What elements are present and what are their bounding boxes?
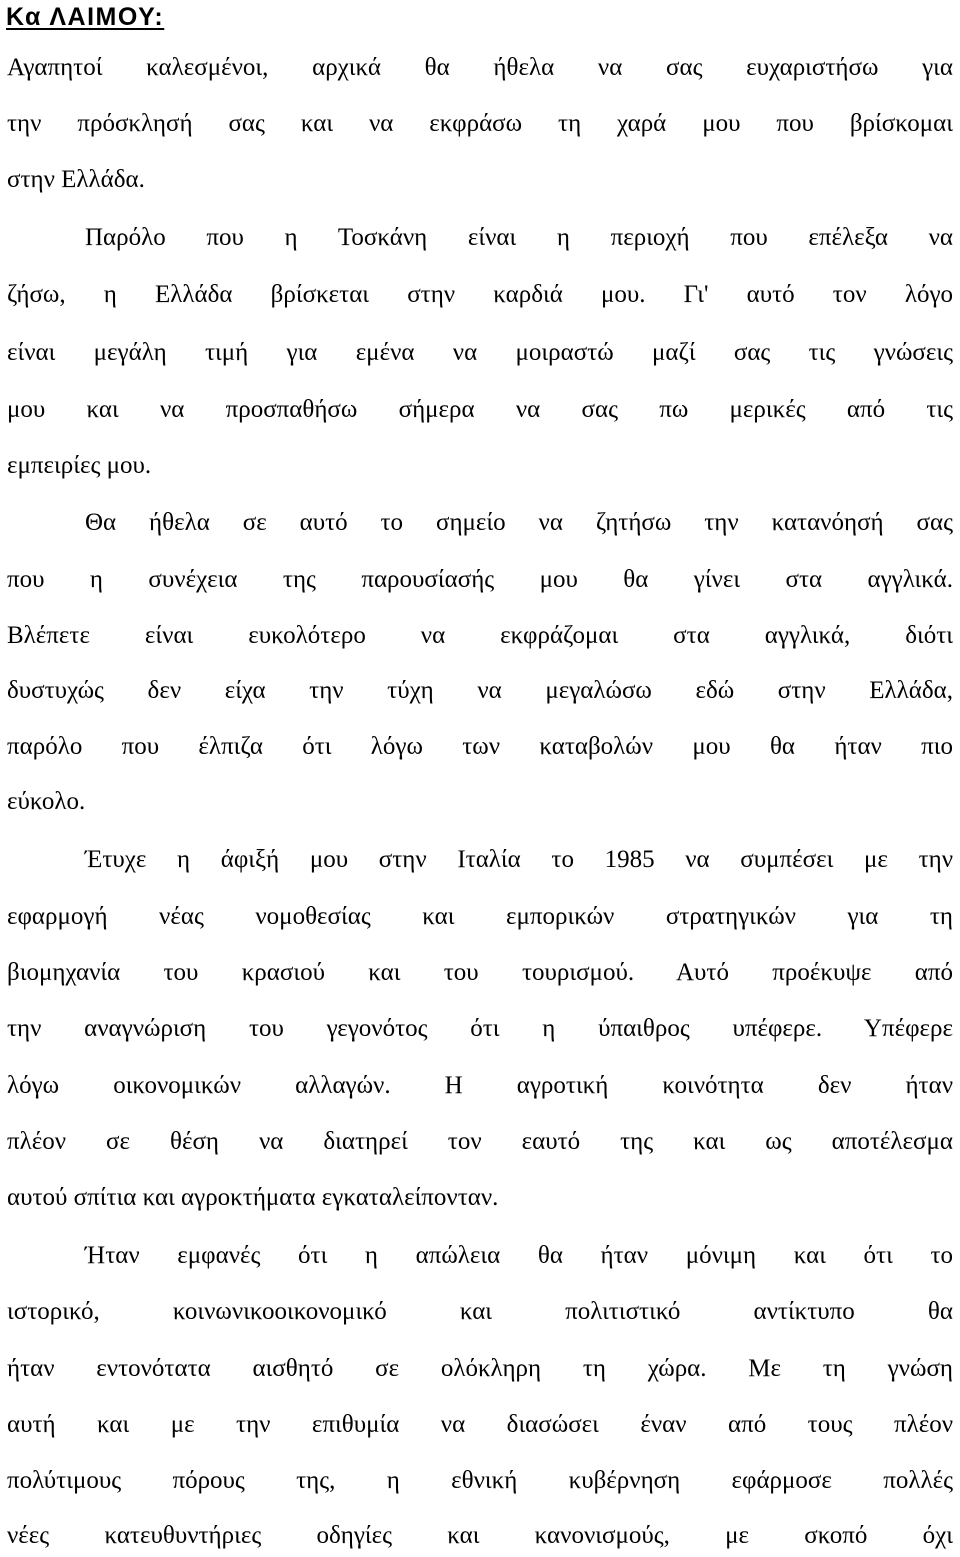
paragraph-1-line-3: στην Ελλάδα. — [7, 166, 145, 193]
paragraph-5-line-3: ήταν εντονότατα αισθητό σε ολόκληρη τη χώρα. Με τη γνώση — [7, 1355, 953, 1382]
paragraph-4-line-6: πλέον σε θέση να διατηρεί τον εαυτό της και ως αποτέλεσμα — [7, 1128, 953, 1155]
paragraph-5-line-2: ιστορικό, κοινωνικοοικονομικό και πολιτιστικό αντίκτυπο θα — [7, 1298, 953, 1325]
paragraph-1-line-2: την πρόσκλησή σας και να εκφράσω τη χαρά μου που βρίσκομαι — [7, 110, 953, 137]
paragraph-4-line-5: λόγω οικονομικών αλλαγών. Η αγροτική κοινότητα δεν ήταν — [7, 1072, 953, 1099]
paragraph-4-line-3: βιομηχανία του κρασιού και του τουρισμού. Αυτό προέκυψε από — [7, 959, 953, 986]
paragraph-3-line-2: που η συνέχεια της παρουσίασής μου θα γίνει στα αγγλικά. — [7, 566, 953, 593]
paragraph-3-line-4: δυστυχώς δεν είχα την τύχη να μεγαλώσω εδώ στην Ελλάδα, — [7, 677, 953, 704]
paragraph-5-line-5: πολύτιμους πόρους της, η εθνική κυβέρνηση εφάρμοσε πολλές — [7, 1467, 953, 1494]
paragraph-4-line-2: εφαρμογή νέας νομοθεσίας και εμπορικών στρατηγικών για τη — [7, 903, 953, 930]
paragraph-5-line-6: νέες κατευθυντήριες οδηγίες και κανονισμούς, με σκοπό όχι — [7, 1522, 953, 1549]
paragraph-3-line-3: Βλέπετε είναι ευκολότερο να εκφράζομαι στα αγγλικά, διότι — [7, 622, 953, 649]
paragraph-1-line-1: Αγαπητοί καλεσμένοι, αρχικά θα ήθελα να σας ευχαριστήσω για — [7, 54, 953, 81]
paragraph-3-line-1: Θα ήθελα σε αυτό το σημείο να ζητήσω την κατανόησή σας — [85, 509, 953, 536]
paragraph-2-line-4: μου και να προσπαθήσω σήμερα να σας πω μερικές από τις — [7, 396, 953, 423]
paragraph-3-line-5: παρόλο που έλπιζα ότι λόγω των καταβολών μου θα ήταν πιο — [7, 733, 953, 760]
paragraph-2-line-3: είναι μεγάλη τιμή για εμένα να μοιραστώ μαζί σας τις γνώσεις — [7, 339, 953, 366]
paragraph-4-line-1: Έτυχε η άφιξή μου στην Ιταλία το 1985 να συμπέσει με την — [85, 846, 953, 873]
paragraph-2-line-1: Παρόλο που η Τοσκάνη είναι η περιοχή που επέλεξα να — [85, 224, 953, 251]
paragraph-2-line-5: εμπειρίες μου. — [7, 452, 152, 479]
paragraph-4-line-4: την αναγνώριση του γεγονότος ότι η ύπαιθρος υπέφερε. Υπέφερε — [7, 1015, 953, 1042]
paragraph-3-line-6: εύκολο. — [7, 788, 86, 815]
paragraph-5-line-4: αυτή και με την επιθυμία να διασώσει έναν από τους πλέον — [7, 1411, 953, 1438]
paragraph-4-line-7: αυτού σπίτια και αγροκτήματα εγκαταλείπονταν. — [7, 1184, 499, 1211]
speaker-heading: Κα ΛΑΙΜΟΥ: — [6, 3, 165, 31]
paragraph-5-line-1: Ήταν εμφανές ότι η απώλεια θα ήταν μόνιμη και ότι το — [85, 1242, 953, 1269]
paragraph-2-line-2: ζήσω, η Ελλάδα βρίσκεται στην καρδιά μου. Γι' αυτό τον λόγο — [7, 281, 953, 308]
